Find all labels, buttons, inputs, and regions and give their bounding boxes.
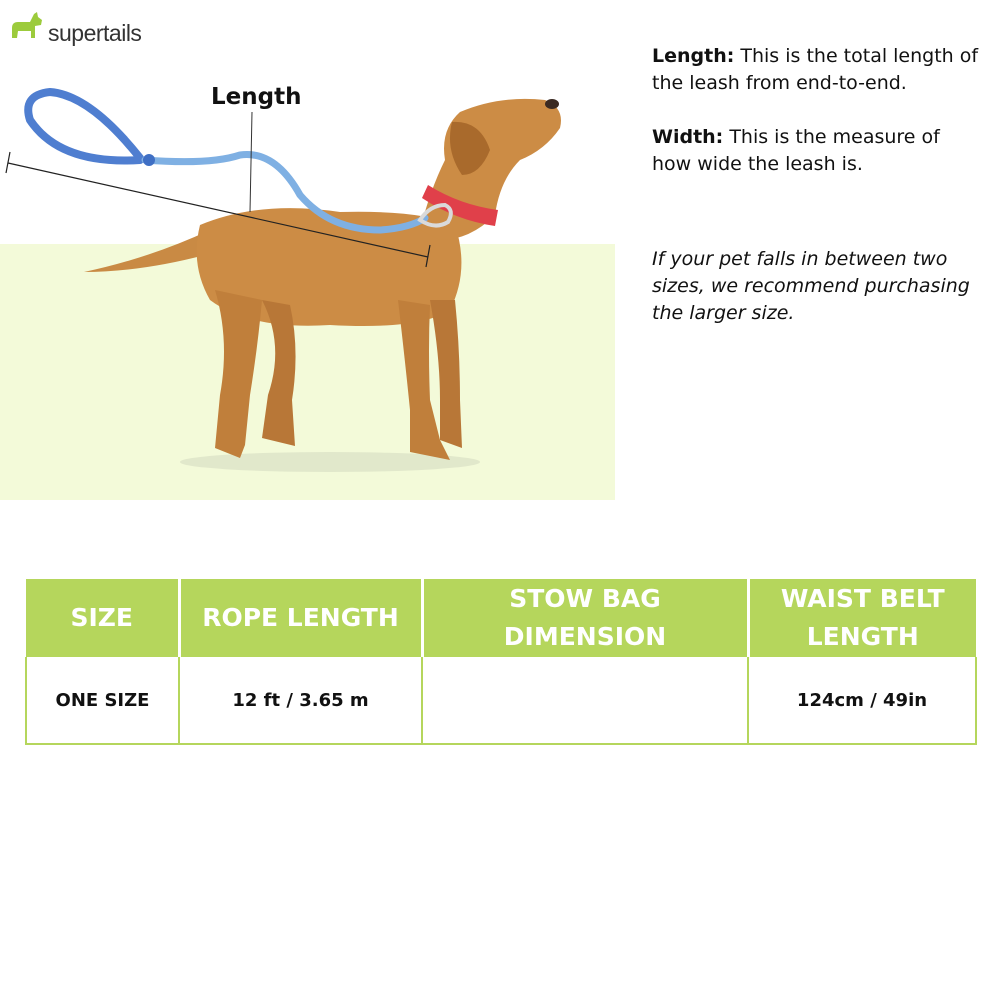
header-waist-belt-length: WAIST BELT LENGTH (748, 579, 976, 657)
length-definition (652, 43, 982, 97)
header-stow-bag-dimension: STOW BAG DIMENSION (422, 579, 748, 657)
header-rope-length: ROPE LENGTH (179, 579, 422, 657)
length-label: Length (211, 84, 302, 110)
cell-size: ONE SIZE (26, 657, 179, 744)
brand-name: supertails (48, 20, 142, 46)
dog-leash-illustration (0, 0, 620, 500)
cell-rope-length: 12 ft / 3.65 m (179, 657, 422, 744)
length-pointer-line (250, 112, 252, 212)
cell-waist-belt-length: 124cm / 49in (748, 657, 976, 744)
width-definition (652, 124, 982, 178)
width-term: Width: (652, 126, 724, 148)
width-description: This is the measure of how wide the leash is. (652, 126, 940, 175)
table-row (26, 657, 976, 744)
length-term: Length: (652, 45, 735, 67)
leash-loop (28, 92, 140, 161)
header-size: SIZE (26, 579, 179, 657)
size-note: If your pet falls in between two sizes, we recommend purchasing the larger size. (652, 248, 970, 324)
cell-stow-bag-dimension (422, 657, 748, 744)
length-description: This is the total length of the leash from end-to-end. (652, 45, 979, 94)
table-header-row (26, 579, 976, 657)
size-table (25, 579, 977, 745)
